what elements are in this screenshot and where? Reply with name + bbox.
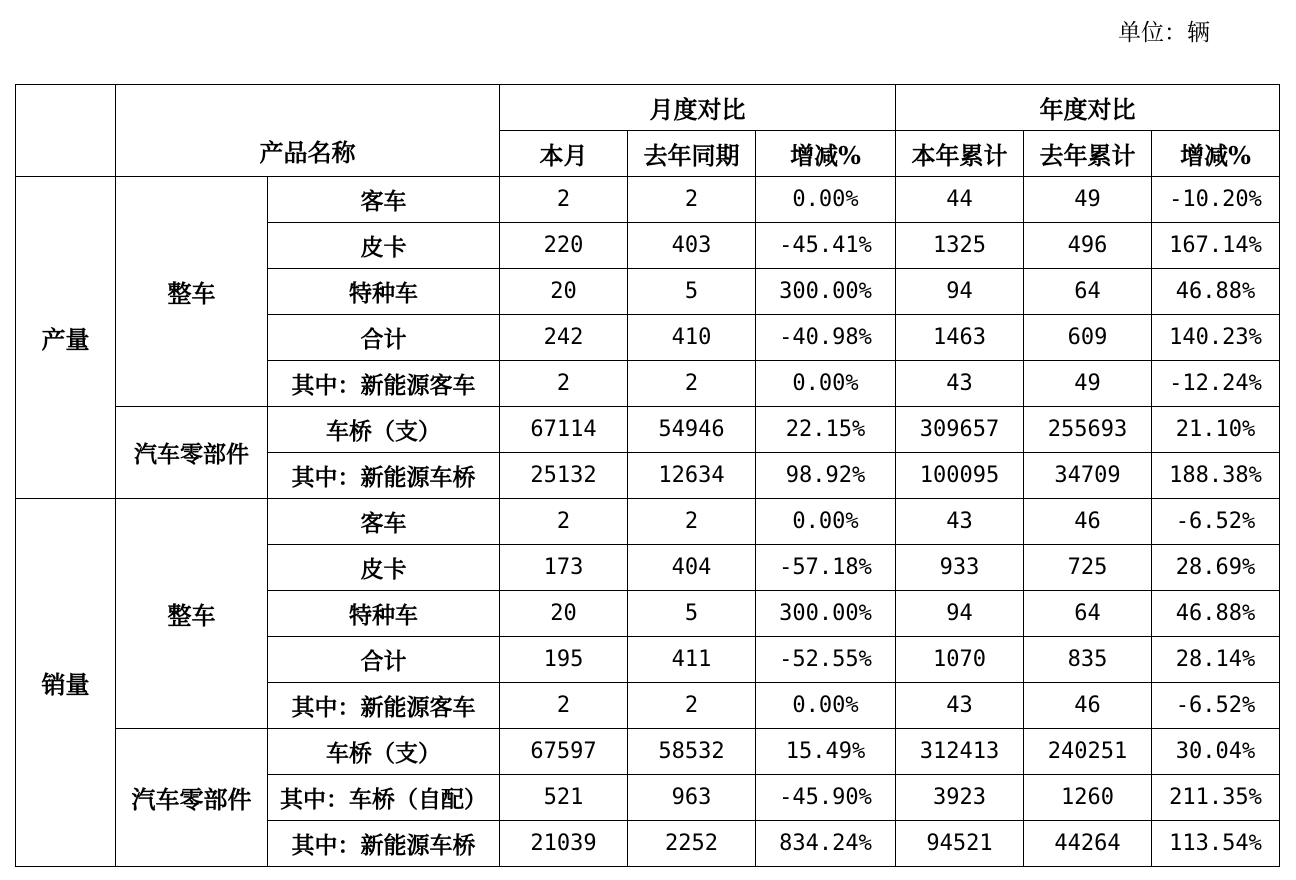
value-cell: 46.88% <box>1152 269 1280 315</box>
value-cell: 496 <box>1024 223 1152 269</box>
value-cell: 100095 <box>896 453 1024 499</box>
value-cell: 2 <box>628 683 756 729</box>
value-cell: 43 <box>896 361 1024 407</box>
change-month-header: 增减% <box>756 131 896 177</box>
value-cell: 411 <box>628 637 756 683</box>
value-cell: 5 <box>628 269 756 315</box>
value-cell: 173 <box>500 545 628 591</box>
value-cell: 300.00% <box>756 591 896 637</box>
value-cell: 1325 <box>896 223 1024 269</box>
value-cell: 15.49% <box>756 729 896 775</box>
value-cell: 963 <box>628 775 756 821</box>
value-cell: 46 <box>1024 683 1152 729</box>
item-label: 特种车 <box>268 269 500 315</box>
value-cell: 67597 <box>500 729 628 775</box>
value-cell: 54946 <box>628 407 756 453</box>
value-cell: 2 <box>628 361 756 407</box>
item-label: 皮卡 <box>268 545 500 591</box>
value-cell: 98.92% <box>756 453 896 499</box>
value-cell: 312413 <box>896 729 1024 775</box>
value-cell: 46.88% <box>1152 591 1280 637</box>
value-cell: 167.14% <box>1152 223 1280 269</box>
value-cell: 21039 <box>500 821 628 867</box>
value-cell: -40.98% <box>756 315 896 361</box>
value-cell: 0.00% <box>756 177 896 223</box>
table-row <box>16 177 1280 223</box>
item-label: 合计 <box>268 315 500 361</box>
change-year-header: 增减% <box>1152 131 1280 177</box>
corner-cell <box>16 85 116 177</box>
header-row-1 <box>16 85 1280 131</box>
value-cell: 64 <box>1024 591 1152 637</box>
value-cell: 309657 <box>896 407 1024 453</box>
value-cell: 58532 <box>628 729 756 775</box>
value-cell: 20 <box>500 269 628 315</box>
value-cell: 94 <box>896 269 1024 315</box>
item-label: 特种车 <box>268 591 500 637</box>
value-cell: 0.00% <box>756 499 896 545</box>
item-label: 其中：车桥（自配） <box>268 775 500 821</box>
table-row <box>16 729 1280 775</box>
same-period-header: 去年同期 <box>628 131 756 177</box>
value-cell: 240251 <box>1024 729 1152 775</box>
value-cell: 0.00% <box>756 683 896 729</box>
value-cell: 211.35% <box>1152 775 1280 821</box>
value-cell: -6.52% <box>1152 499 1280 545</box>
table-row <box>16 499 1280 545</box>
value-cell: 220 <box>500 223 628 269</box>
value-cell: 28.69% <box>1152 545 1280 591</box>
value-cell: 21.10% <box>1152 407 1280 453</box>
item-label: 客车 <box>268 177 500 223</box>
category-label: 汽车零部件 <box>116 729 268 867</box>
value-cell: 140.23% <box>1152 315 1280 361</box>
value-cell: 49 <box>1024 361 1152 407</box>
value-cell: 404 <box>628 545 756 591</box>
value-cell: 834.24% <box>756 821 896 867</box>
ytd-header: 本年累计 <box>896 131 1024 177</box>
value-cell: 2 <box>628 499 756 545</box>
value-cell: 0.00% <box>756 361 896 407</box>
table-row <box>16 407 1280 453</box>
value-cell: 5 <box>628 591 756 637</box>
value-cell: 2 <box>500 499 628 545</box>
section-label: 销量 <box>16 499 116 867</box>
value-cell: 725 <box>1024 545 1152 591</box>
value-cell: 1070 <box>896 637 1024 683</box>
value-cell: 933 <box>896 545 1024 591</box>
value-cell: 242 <box>500 315 628 361</box>
value-cell: 43 <box>896 499 1024 545</box>
value-cell: -57.18% <box>756 545 896 591</box>
value-cell: 1260 <box>1024 775 1152 821</box>
value-cell: -45.41% <box>756 223 896 269</box>
value-cell: 28.14% <box>1152 637 1280 683</box>
item-label: 客车 <box>268 499 500 545</box>
value-cell: 2 <box>500 361 628 407</box>
last-year-ytd-header: 去年累计 <box>1024 131 1152 177</box>
value-cell: -10.20% <box>1152 177 1280 223</box>
item-label: 合计 <box>268 637 500 683</box>
value-cell: 300.00% <box>756 269 896 315</box>
value-cell: 609 <box>1024 315 1152 361</box>
value-cell: 64 <box>1024 269 1152 315</box>
value-cell: 3923 <box>896 775 1024 821</box>
item-label: 其中：新能源客车 <box>268 683 500 729</box>
section-label: 产量 <box>16 177 116 499</box>
value-cell: 44 <box>896 177 1024 223</box>
value-cell: 2 <box>500 177 628 223</box>
value-cell: 44264 <box>1024 821 1152 867</box>
value-cell: 835 <box>1024 637 1152 683</box>
value-cell: 22.15% <box>756 407 896 453</box>
value-cell: 410 <box>628 315 756 361</box>
value-cell: 113.54% <box>1152 821 1280 867</box>
unit-label: 单位：辆 <box>1118 20 1210 46</box>
value-cell: 30.04% <box>1152 729 1280 775</box>
value-cell: 20 <box>500 591 628 637</box>
table-body <box>16 85 1280 867</box>
value-cell: 2252 <box>628 821 756 867</box>
value-cell: -52.55% <box>756 637 896 683</box>
item-label: 其中：新能源车桥 <box>268 453 500 499</box>
monthly-compare-header: 月度对比 <box>500 85 896 131</box>
value-cell: 403 <box>628 223 756 269</box>
value-cell: -6.52% <box>1152 683 1280 729</box>
value-cell: 94521 <box>896 821 1024 867</box>
value-cell: 25132 <box>500 453 628 499</box>
value-cell: 34709 <box>1024 453 1152 499</box>
value-cell: 49 <box>1024 177 1152 223</box>
this-month-header: 本月 <box>500 131 628 177</box>
value-cell: 255693 <box>1024 407 1152 453</box>
value-cell: 67114 <box>500 407 628 453</box>
value-cell: 195 <box>500 637 628 683</box>
item-label: 其中：新能源客车 <box>268 361 500 407</box>
category-label: 汽车零部件 <box>116 407 268 499</box>
value-cell: 43 <box>896 683 1024 729</box>
value-cell: 521 <box>500 775 628 821</box>
value-cell: 1463 <box>896 315 1024 361</box>
category-label: 整车 <box>116 499 268 729</box>
value-cell: 46 <box>1024 499 1152 545</box>
item-label: 皮卡 <box>268 223 500 269</box>
production-sales-table <box>15 84 1280 867</box>
value-cell: 2 <box>628 177 756 223</box>
value-cell: 12634 <box>628 453 756 499</box>
category-label: 整车 <box>116 177 268 407</box>
value-cell: -45.90% <box>756 775 896 821</box>
yearly-compare-header: 年度对比 <box>896 85 1280 131</box>
value-cell: 188.38% <box>1152 453 1280 499</box>
item-label: 其中：新能源车桥 <box>268 821 500 867</box>
value-cell: -12.24% <box>1152 361 1280 407</box>
product-name-header: 产品名称 <box>116 85 500 177</box>
item-label: 车桥（支） <box>268 407 500 453</box>
item-label: 车桥（支） <box>268 729 500 775</box>
value-cell: 2 <box>500 683 628 729</box>
value-cell: 94 <box>896 591 1024 637</box>
